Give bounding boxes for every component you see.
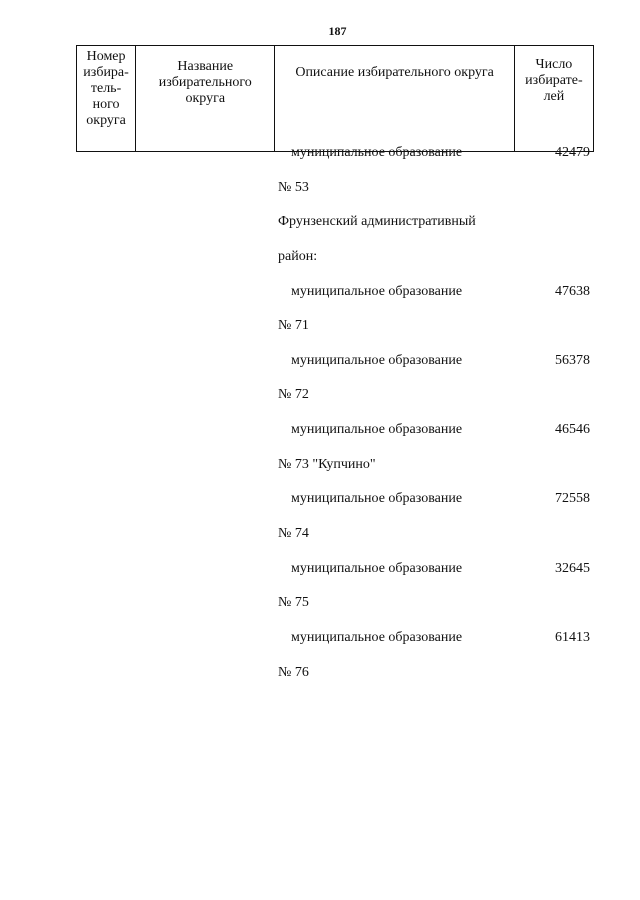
voter-count: 46546 bbox=[555, 422, 590, 437]
voter-count: 72558 bbox=[555, 491, 590, 506]
entry-text: муниципальное образование bbox=[291, 491, 463, 506]
header-line: Название bbox=[177, 59, 234, 74]
voter-count: 47638 bbox=[555, 284, 590, 299]
entry-text: муниципальное образование bbox=[291, 145, 463, 160]
entry-text: муниципальное образование bbox=[291, 561, 463, 576]
header-line: тель- bbox=[90, 81, 122, 96]
voter-count: 56378 bbox=[555, 353, 590, 368]
header-line: избирательного bbox=[158, 75, 252, 90]
header-line: округа bbox=[86, 113, 126, 128]
entry-text: муниципальное образование bbox=[291, 630, 463, 645]
entry-text: № 73 "Купчино" bbox=[278, 457, 376, 472]
entry-text: муниципальное образование bbox=[291, 353, 463, 368]
voter-count: 32645 bbox=[555, 561, 590, 576]
header-line: Число bbox=[535, 57, 573, 72]
entry-text: № 71 bbox=[278, 318, 309, 333]
entry-text: Фрунзенский административный bbox=[278, 214, 476, 229]
entry-text: муниципальное образование bbox=[291, 284, 463, 299]
entry-text: № 74 bbox=[278, 526, 309, 541]
entry-text: № 72 bbox=[278, 387, 309, 402]
entry-text: муниципальное образование bbox=[291, 422, 463, 437]
header-line: ного bbox=[92, 97, 120, 112]
entry-text: № 76 bbox=[278, 665, 309, 680]
entry-text: № 53 bbox=[278, 180, 309, 195]
header-line: лей bbox=[543, 89, 565, 104]
header-line: Описание избирательного округа bbox=[295, 65, 494, 80]
header-line: округа bbox=[185, 91, 226, 106]
header-line: Номер bbox=[86, 49, 126, 64]
entry-text: № 75 bbox=[278, 595, 309, 610]
voter-count: 61413 bbox=[555, 630, 590, 645]
header-line: избира- bbox=[83, 65, 129, 80]
header-line: избирате- bbox=[525, 73, 583, 88]
entry-text: район: bbox=[278, 249, 318, 264]
voter-count: 42479 bbox=[555, 145, 590, 160]
page-number: 187 bbox=[328, 24, 347, 38]
